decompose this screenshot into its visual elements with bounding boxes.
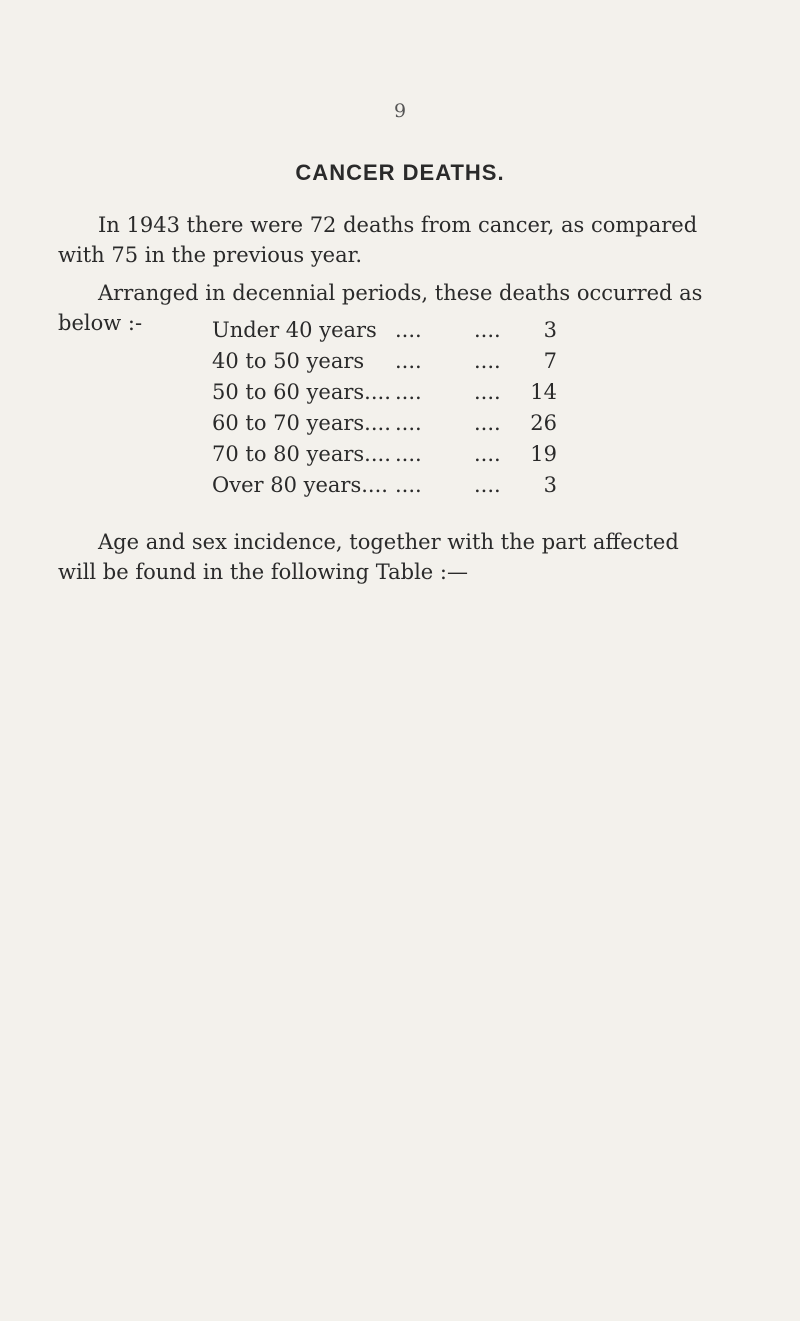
age-period-label: Under 40 years xyxy=(212,318,377,342)
table-row xyxy=(212,408,557,439)
table-row xyxy=(212,346,557,377)
leader-dots: .... xyxy=(474,442,501,466)
age-period-label: 60 to 70 years.... xyxy=(212,411,391,435)
table-row xyxy=(212,439,557,470)
leader-dots: .... xyxy=(474,349,501,373)
leader-dots: .... xyxy=(474,411,501,435)
table-row xyxy=(212,315,557,346)
leader-dots: .... xyxy=(474,318,501,342)
age-period-label: 70 to 80 years.... xyxy=(212,442,391,466)
table-row xyxy=(212,470,557,501)
leader-dots: .... xyxy=(395,442,422,466)
table-reference-paragraph: Age and sex incidence, together with the part affected will be found in the following Table :— xyxy=(58,530,679,584)
leader-dots: .... xyxy=(395,349,422,373)
death-count: 7 xyxy=(543,349,557,373)
page-number: 9 xyxy=(393,100,407,122)
death-count: 14 xyxy=(530,380,557,404)
death-count: 3 xyxy=(543,473,557,497)
table-row xyxy=(212,377,557,408)
arrangement-paragraph: Arranged in decennial periods, these deaths occurred as below :- xyxy=(58,281,703,335)
page-title: CANCER DEATHS. xyxy=(295,160,505,185)
age-period-label: 40 to 50 years xyxy=(212,349,365,373)
leader-dots: .... xyxy=(395,380,422,404)
deaths-by-age-table xyxy=(212,315,557,501)
age-period-label: Over 80 years.... xyxy=(212,473,388,497)
intro-paragraph: In 1943 there were 72 deaths from cancer, as compared with 75 in the previous year. xyxy=(58,213,698,267)
leader-dots: .... xyxy=(395,473,422,497)
death-count: 26 xyxy=(530,411,557,435)
leader-dots: .... xyxy=(395,411,422,435)
leader-dots: .... xyxy=(474,473,501,497)
death-count: 19 xyxy=(530,442,557,466)
age-period-label: 50 to 60 years.... xyxy=(212,380,391,404)
leader-dots: .... xyxy=(474,380,501,404)
leader-dots: .... xyxy=(395,318,422,342)
death-count: 3 xyxy=(543,318,557,342)
